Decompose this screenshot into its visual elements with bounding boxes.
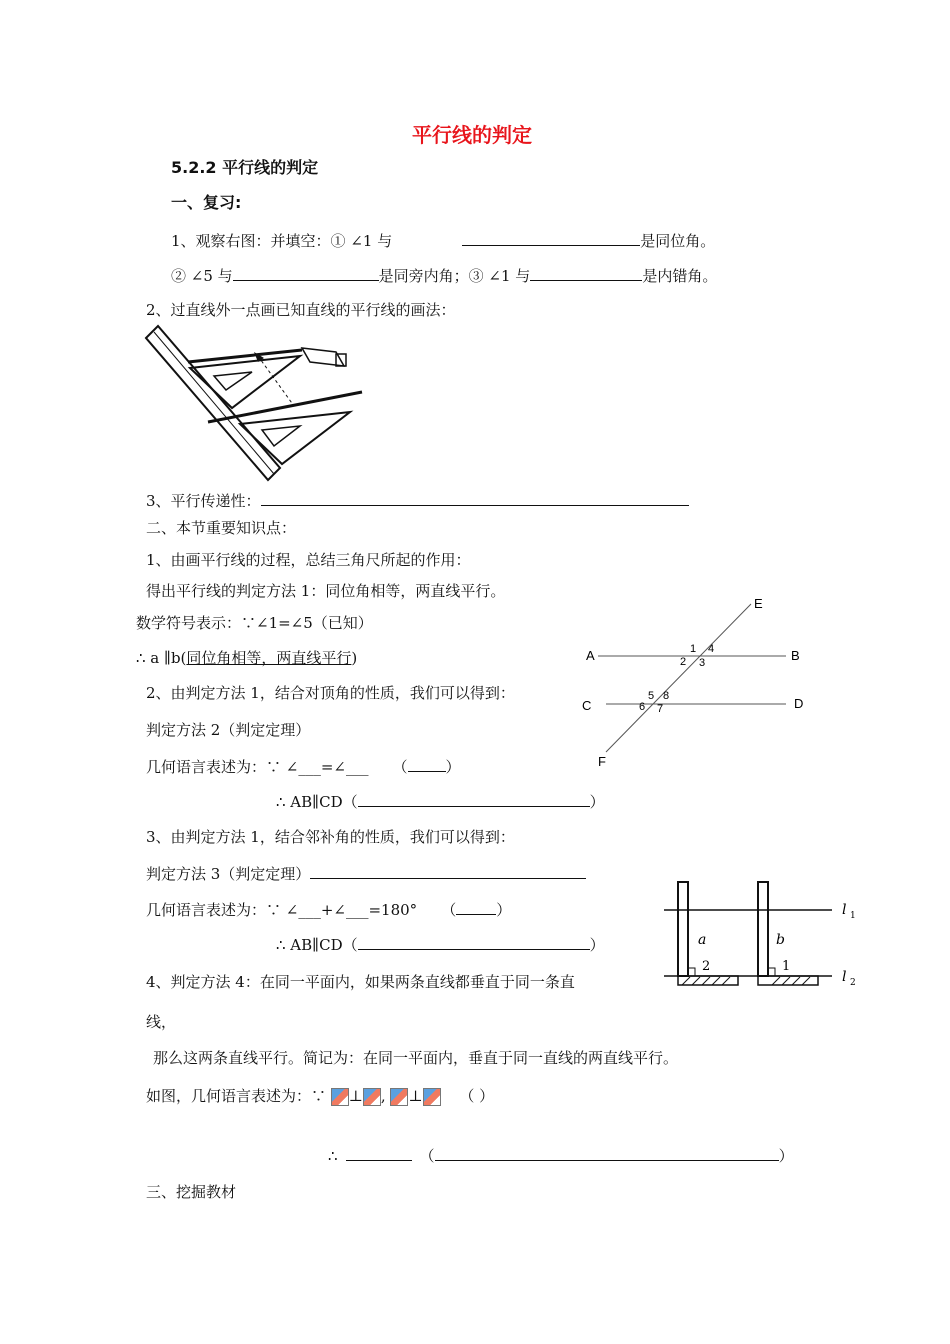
image-placeholder-icon	[363, 1088, 381, 1106]
review-heading: 一、复习:	[171, 193, 242, 212]
review-q2: 2、过直线外一点画已知直线的平行线的画法：	[146, 301, 456, 319]
knowledge-p3-geo: 几何语言表述为：∵ ∠___+∠___=180° （ ）	[146, 901, 512, 919]
knowledge-p2-therefore: ∴ AB∥CD（ ）	[276, 793, 605, 811]
blank[interactable]	[358, 791, 590, 807]
knowledge-p4-line3: 那么这两条直线平行。简记为：在同一平面内，垂直于同一直线的两直线平行。	[153, 1049, 679, 1067]
point-label: D	[794, 696, 804, 711]
line-label: l	[842, 902, 847, 918]
blank[interactable]	[530, 265, 642, 281]
mining-heading: 三、挖掘教材	[146, 1183, 237, 1201]
knowledge-p3-therefore: ∴ AB∥CD（ ）	[276, 936, 605, 954]
line-label: l	[842, 969, 847, 985]
knowledge-p4-line1: 4、判定方法 4：在同一平面内，如果两条直线都垂直于同一条直	[146, 973, 575, 991]
blank[interactable]	[233, 265, 379, 281]
knowledge-p2-method: 判定方法 2（判定定理）	[146, 721, 311, 739]
knowledge-p4-geo: 如图，几何语言表述为：∵ ⊥ , ⊥ （ ）	[146, 1087, 495, 1105]
knowledge-p1-symbol: 数学符号表示：∵∠1=∠5（已知）	[136, 614, 373, 632]
review-q1-line2: ② ∠5 与 是同旁内角；③ ∠1 与 是内错角。	[171, 267, 718, 285]
knowledge-p3: 3、由判定方法 1，结合邻补角的性质，我们可以得到：	[146, 828, 515, 846]
blank[interactable]	[346, 1145, 412, 1161]
review-q1-line1: 1、观察右图：并填空：① ∠1 与 是同位角。	[171, 232, 716, 250]
set-square-figure	[140, 322, 360, 482]
line-subscript: 2	[850, 978, 856, 988]
knowledge-p4-line2: 线，	[146, 1013, 177, 1031]
angle-label: 4	[708, 643, 715, 655]
image-placeholder-icon	[390, 1088, 408, 1106]
line-label: b	[776, 932, 785, 948]
blank[interactable]	[261, 490, 689, 506]
point-label: C	[582, 698, 592, 713]
blank[interactable]	[408, 756, 446, 772]
angle-label: 1	[690, 643, 697, 655]
angle-label: 3	[699, 657, 706, 669]
angle-label: 1	[782, 959, 791, 974]
blank[interactable]	[435, 1145, 779, 1161]
angle-label: 7	[657, 703, 664, 715]
angle-label: 5	[648, 690, 655, 702]
angle-label: 2	[680, 656, 687, 668]
perpendicular-figure	[664, 878, 874, 994]
transversal-figure	[578, 592, 818, 772]
knowledge-heading: 二、本节重要知识点：	[146, 519, 297, 537]
blank[interactable]	[462, 230, 640, 246]
knowledge-p3-method: 判定方法 3（判定定理）	[146, 863, 586, 884]
point-label: B	[791, 648, 800, 663]
page-title: 平行线的判定	[412, 123, 532, 147]
review-q3: 3、平行传递性：	[146, 490, 689, 511]
point-label: E	[754, 596, 763, 611]
knowledge-p1: 1、由画平行线的过程，总结三角尺所起的作用：	[146, 551, 471, 569]
line-subscript: 1	[850, 911, 856, 921]
angle-label: 2	[702, 959, 711, 974]
blank[interactable]	[310, 863, 586, 879]
point-label: F	[598, 754, 606, 769]
blank[interactable]	[358, 934, 590, 950]
knowledge-p1-method: 得出平行线的判定方法 1：同位角相等，两直线平行。	[146, 582, 506, 600]
blank[interactable]	[456, 899, 496, 915]
knowledge-p4-therefore: ∴ （ ）	[328, 1147, 794, 1165]
knowledge-p1-therefore: ∴ a ∥b(同位角相等，两直线平行)	[136, 649, 358, 667]
point-label: A	[586, 648, 595, 663]
section-heading: 5.2.2 平行线的判定	[171, 158, 319, 177]
line-label: a	[698, 932, 707, 948]
knowledge-p2-geo: 几何语言表述为：∵ ∠___=∠___ （ ）	[146, 758, 461, 776]
angle-label: 6	[639, 701, 646, 713]
knowledge-p2: 2、由判定方法 1，结合对顶角的性质，我们可以得到：	[146, 684, 515, 702]
image-placeholder-icon	[423, 1088, 441, 1106]
image-placeholder-icon	[331, 1088, 349, 1106]
angle-label: 8	[663, 690, 670, 702]
